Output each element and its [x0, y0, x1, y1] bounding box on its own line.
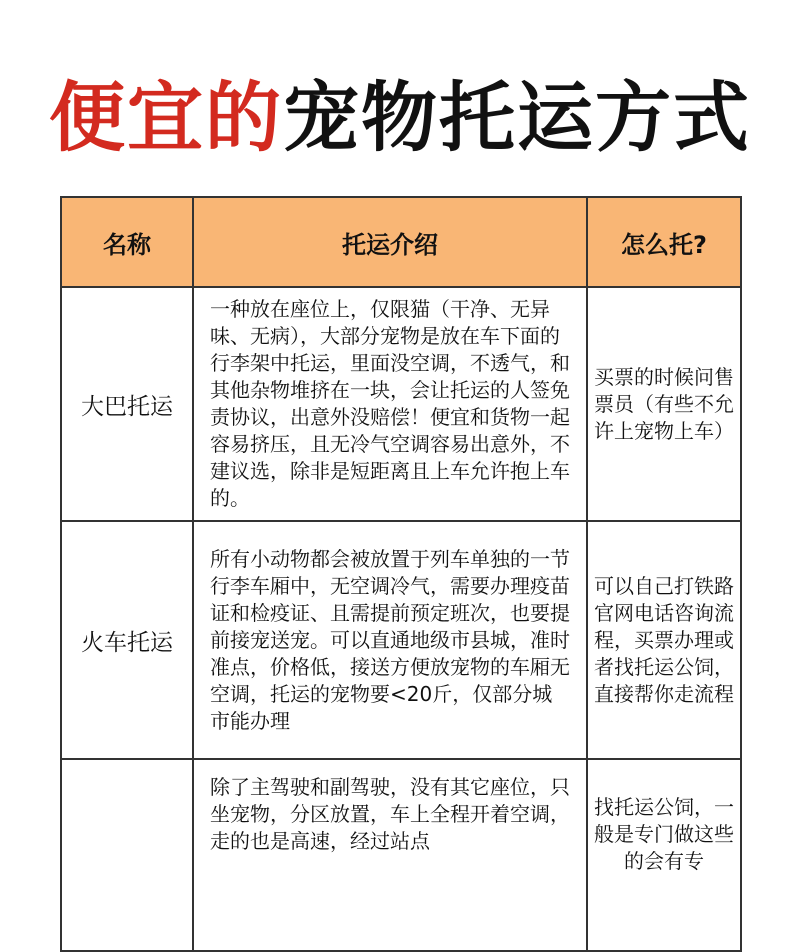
page-title: [0, 68, 800, 168]
row-intro: 所有小动物都会被放置于列车单独的一节行李车厢中，无空调冷气，需要办理疫苗证和检疫证、且需提前预定班次，也要提前接宠送宠。可以直通地级市县城，准时准点，价格低，接送方便放宠物的车厢无空调，托运的宠物要<20斤，仅部分城市能办理: [193, 521, 587, 759]
title-red-part: 便宜的: [49, 73, 283, 162]
pet-shipping-table: [60, 196, 742, 952]
table-row: [61, 521, 741, 759]
row-how: 买票的时候问售票员（有些不允许上宠物上车）: [587, 287, 741, 521]
row-intro: 一种放在座位上，仅限猫（干净、无异味、无病），大部分宠物是放在车下面的行李架中托运，里面没空调，不透气，和其他杂物堆挤在一块，会让托运的人签免责协议，出意外没赔偿！便宜和货物一起容易挤压，且无冷气空调容易出意外，不建议选，除非是短距离且上车允许抱上车的。: [193, 287, 587, 521]
header-name: 名称: [61, 197, 193, 287]
row-how: 找托运公饲，一般是专门做这些的会有专: [587, 759, 741, 951]
table-row: [61, 759, 741, 951]
row-name: 火车托运: [61, 521, 193, 759]
row-intro: 除了主驾驶和副驾驶，没有其它座位，只坐宠物，分区放置，车上全程开着空调，走的也是高速，经过站点: [193, 759, 587, 951]
table-row: [61, 287, 741, 521]
header-how: 怎么托?: [587, 197, 741, 287]
title-black-part: 宠物托运方式: [283, 73, 751, 162]
header-intro: 托运介绍: [193, 197, 587, 287]
table-header-row: [61, 197, 741, 287]
row-how: 可以自己打铁路官网电话咨询流程，买票办理或者找托运公饲，直接帮你走流程: [587, 521, 741, 759]
row-name: [61, 759, 193, 951]
row-name: 大巴托运: [61, 287, 193, 521]
